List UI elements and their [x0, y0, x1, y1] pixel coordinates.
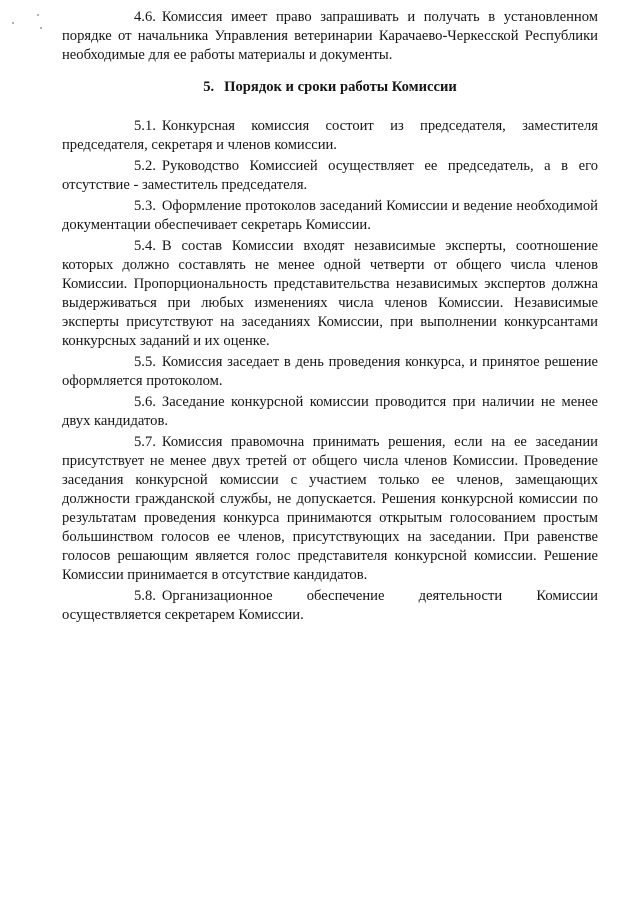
paragraph-number: 5.2.: [134, 158, 156, 174]
paragraph-text: Конкурсная комиссия состоит из председателя, заместителя председателя, секретаря и членов комиссии.: [62, 118, 598, 153]
paragraph-5-4: [62, 237, 598, 351]
paragraph-text: Комиссия правомочна принимать решения, если на ее заседании присутствует не менее двух третей от общего числа членов Комиссии. Проведение заседания конкурсной комиссии с участием только ее членов, замещающих должности гражданской службы, не допускается. Решения конкурсной комиссии по результатам проведения конкурса принимаются открытым голосованием простым большинством голосов ее членов, присутствующих на заседании. При равенстве голосов решающим является голос представителя конкурсной комиссии. Решение Комиссии принимается в отсутствие кандидатов.: [62, 434, 598, 583]
paragraph-4-6: [62, 8, 598, 65]
paragraph-number: 5.8.: [134, 588, 156, 604]
paragraph-5-1: [62, 117, 598, 155]
paragraph-number: 5.1.: [134, 118, 156, 134]
paragraph-5-8: [62, 587, 598, 625]
paragraph-text: Руководство Комиссией осуществляет ее председатель, а в его отсутствие - заместитель председателя.: [62, 158, 598, 193]
paragraph-text: Заседание конкурсной комиссии проводится при наличии не менее двух кандидатов.: [62, 394, 598, 429]
paragraph-text: Комиссия заседает в день проведения конкурса, и принятое решение оформляется протоколом.: [62, 354, 598, 389]
paragraph-5-6: [62, 393, 598, 431]
paragraph-number: 5.3.: [134, 198, 156, 214]
paragraph-list: [62, 117, 598, 625]
paragraph-5-3: [62, 197, 598, 235]
paragraph-number: 4.6.: [134, 9, 156, 25]
section-title: Порядок и сроки работы Комиссии: [224, 79, 457, 95]
paragraph-number: 5.4.: [134, 238, 156, 254]
paragraph-text: Организационное обеспечение деятельности Комиссии осуществляется секретарем Комиссии.: [62, 588, 598, 623]
paragraph-number: 5.6.: [134, 394, 156, 410]
paragraph-text: Комиссия имеет право запрашивать и получать в установленном порядке от начальника Управления ветеринарии Карачаево-Черкесской Республики необходимые для ее работы материалы и документы.: [62, 9, 598, 63]
paragraph-5-2: [62, 157, 598, 195]
paragraph-5-5: [62, 353, 598, 391]
document-body: [62, 8, 598, 627]
section-number: 5.: [203, 79, 215, 95]
scan-speck: [37, 14, 39, 16]
paragraph-number: 5.5.: [134, 354, 156, 370]
paragraph-text: Оформление протоколов заседаний Комиссии и ведение необходимой документации обеспечивает секретарь Комиссии.: [62, 198, 598, 233]
scan-speck: [40, 27, 42, 29]
paragraph-text: В состав Комиссии входят независимые эксперты, соотношение которых должно составлять не менее одной четверти от общего числа членов Комиссии. Пропорциональность представительства независимых экспертов должна выдерживаться при любых изменениях числа членов Комиссии. Независимые эксперты присутствуют на заседаниях Комиссии, при выполнении конкурсантами конкурсных заданий и их оценке.: [62, 238, 598, 349]
paragraph-5-7: [62, 433, 598, 585]
scan-speck: [12, 22, 14, 24]
paragraph-number: 5.7.: [134, 434, 156, 450]
section-heading: [62, 78, 598, 97]
